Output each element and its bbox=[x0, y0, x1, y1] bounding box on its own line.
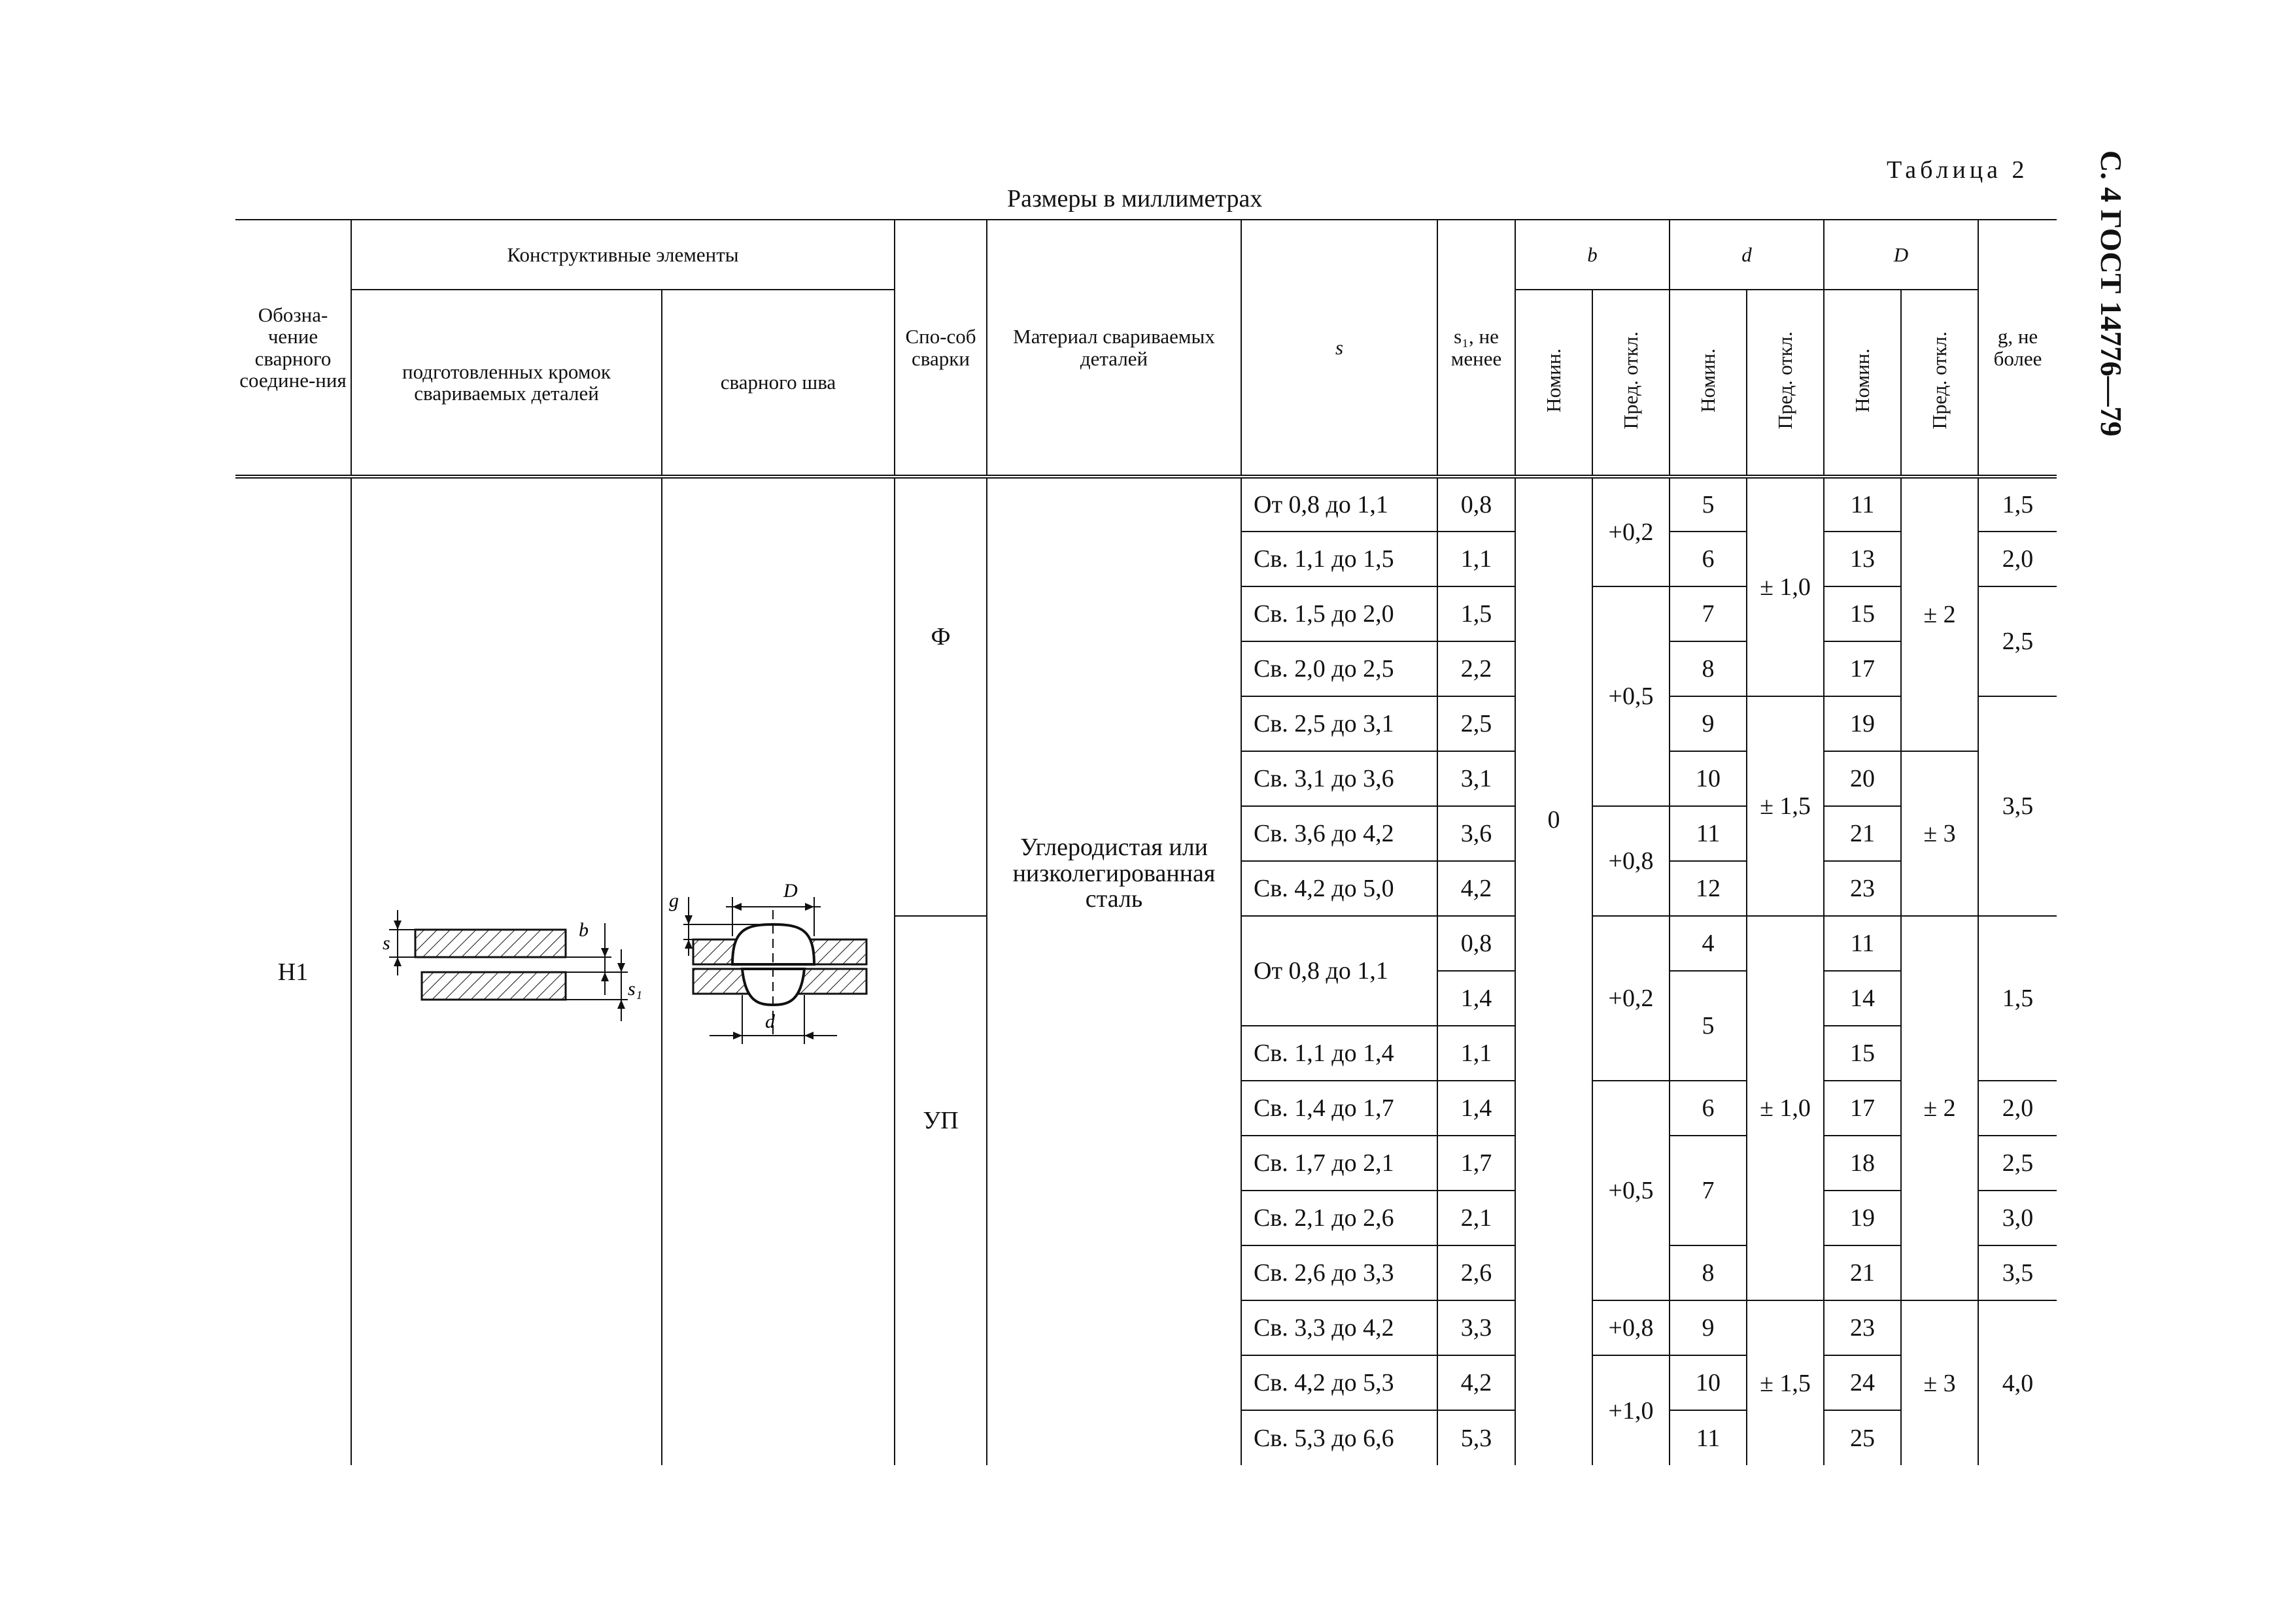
s1-value: 1,4 bbox=[1437, 971, 1515, 1026]
s1-value: 2,5 bbox=[1437, 696, 1515, 751]
header-method: Спо-соб сварки bbox=[895, 220, 987, 477]
s-range: Св. 4,2 до 5,3 bbox=[1241, 1355, 1437, 1410]
label-d: d bbox=[765, 1010, 775, 1032]
s-range: Св. 2,1 до 2,6 bbox=[1241, 1191, 1437, 1245]
s1-value: 3,1 bbox=[1437, 751, 1515, 806]
s1-value: 3,3 bbox=[1437, 1300, 1515, 1355]
label-g: g bbox=[669, 889, 679, 911]
material-cell: Углеродистая или низколегированная сталь bbox=[987, 477, 1241, 1465]
D-value: 11 bbox=[1824, 916, 1901, 971]
s-range: Св. 1,7 до 2,1 bbox=[1241, 1136, 1437, 1191]
label-s: s bbox=[382, 932, 390, 954]
D-value: 15 bbox=[1824, 1026, 1901, 1081]
d-value: 8 bbox=[1670, 641, 1747, 696]
weld-dimensions-table bbox=[235, 219, 2057, 1465]
b-tolerance: +0,5 bbox=[1592, 1081, 1670, 1300]
s1-value: 1,1 bbox=[1437, 1026, 1515, 1081]
s-range: Св. 1,1 до 1,5 bbox=[1241, 532, 1437, 586]
prepared-edges-drawing-cell bbox=[351, 477, 662, 1465]
D-value: 17 bbox=[1824, 1081, 1901, 1136]
D-value: 13 bbox=[1824, 532, 1901, 586]
s-range: Св. 1,1 до 1,4 bbox=[1241, 1026, 1437, 1081]
g-value: 3,0 bbox=[1978, 1191, 2057, 1245]
prepared-edges-drawing bbox=[353, 884, 660, 1054]
d-value: 9 bbox=[1670, 696, 1747, 751]
label-D: D bbox=[783, 879, 798, 902]
g-value: 2,5 bbox=[1978, 1136, 2057, 1191]
D-value: 24 bbox=[1824, 1355, 1901, 1410]
d-value: 9 bbox=[1670, 1300, 1747, 1355]
d-value: 7 bbox=[1670, 1136, 1747, 1245]
D-value: 25 bbox=[1824, 1410, 1901, 1465]
g-value: 4,0 bbox=[1978, 1300, 2057, 1465]
label-s1: s₁ bbox=[627, 977, 642, 1000]
s-range: Св. 3,6 до 4,2 bbox=[1241, 806, 1437, 861]
s-range: Св. 2,0 до 2,5 bbox=[1241, 641, 1437, 696]
b-tolerance: +0,8 bbox=[1592, 806, 1670, 916]
side-title: С. 4 ГОСТ 14776—79 bbox=[2095, 150, 2128, 437]
s1-value: 2,1 bbox=[1437, 1191, 1515, 1245]
header-constructive: Конструктивные элементы bbox=[351, 220, 895, 290]
d-value: 10 bbox=[1670, 1355, 1747, 1410]
s1-value: 0,8 bbox=[1437, 477, 1515, 532]
d-value: 6 bbox=[1670, 532, 1747, 586]
s1-value: 2,2 bbox=[1437, 641, 1515, 696]
s1-value: 1,5 bbox=[1437, 586, 1515, 641]
s1-value: 2,6 bbox=[1437, 1245, 1515, 1300]
s-range: Св. 4,2 до 5,0 bbox=[1241, 861, 1437, 916]
g-value: 1,5 bbox=[1978, 477, 2057, 532]
d-value: 5 bbox=[1670, 971, 1747, 1081]
s1-value: 1,4 bbox=[1437, 1081, 1515, 1136]
D-tolerance: ± 3 bbox=[1901, 751, 1978, 916]
s1-value: 1,7 bbox=[1437, 1136, 1515, 1191]
s1-value: 4,2 bbox=[1437, 1355, 1515, 1410]
D-value: 15 bbox=[1824, 586, 1901, 641]
g-value: 1,5 bbox=[1978, 916, 2057, 1081]
d-value: 8 bbox=[1670, 1245, 1747, 1300]
weld-drawing bbox=[664, 871, 893, 1067]
D-value: 17 bbox=[1824, 641, 1901, 696]
D-value: 18 bbox=[1824, 1136, 1901, 1191]
s-range: Св. 1,4 до 1,7 bbox=[1241, 1081, 1437, 1136]
g-value: 2,0 bbox=[1978, 1081, 2057, 1136]
header-s1: s₁, не менее bbox=[1437, 220, 1515, 477]
header-s: s bbox=[1241, 220, 1437, 477]
s-range: Св. 2,6 до 3,3 bbox=[1241, 1245, 1437, 1300]
D-tolerance: ± 2 bbox=[1901, 916, 1978, 1300]
s1-value: 4,2 bbox=[1437, 861, 1515, 916]
g-value: 2,0 bbox=[1978, 532, 2057, 586]
d-tolerance: ± 1,5 bbox=[1747, 1300, 1824, 1465]
g-value: 3,5 bbox=[1978, 1245, 2057, 1300]
D-value: 19 bbox=[1824, 1191, 1901, 1245]
D-tolerance: ± 2 bbox=[1901, 477, 1978, 751]
header-designation: Обозна-чение сварного соедине-ния bbox=[235, 220, 351, 477]
dimensions-note: Размеры в миллиметрах bbox=[1007, 185, 1263, 212]
s1-value: 5,3 bbox=[1437, 1410, 1515, 1465]
D-value: 11 bbox=[1824, 477, 1901, 532]
d-value: 4 bbox=[1670, 916, 1747, 971]
s1-value: 0,8 bbox=[1437, 916, 1515, 971]
header-d-tolerance: Пред. откл. bbox=[1747, 290, 1824, 477]
D-value: 23 bbox=[1824, 1300, 1901, 1355]
header-b: b bbox=[1515, 220, 1670, 290]
s-range: Св. 3,3 до 4,2 bbox=[1241, 1300, 1437, 1355]
d-tolerance: ± 1,0 bbox=[1747, 477, 1824, 696]
D-value: 20 bbox=[1824, 751, 1901, 806]
weld-drawing-cell bbox=[662, 477, 895, 1465]
D-value: 21 bbox=[1824, 1245, 1901, 1300]
s-range: Св. 2,5 до 3,1 bbox=[1241, 696, 1437, 751]
header-b-nominal: Номин. bbox=[1515, 290, 1592, 477]
d-value: 5 bbox=[1670, 477, 1747, 532]
header-D: D bbox=[1824, 220, 1978, 290]
method-up: УП bbox=[895, 916, 987, 1465]
label-b: b bbox=[578, 919, 589, 941]
d-value: 6 bbox=[1670, 1081, 1747, 1136]
d-value: 11 bbox=[1670, 1410, 1747, 1465]
d-tolerance: ± 1,0 bbox=[1747, 916, 1824, 1300]
header-g: g, не более bbox=[1978, 220, 2057, 477]
d-value: 12 bbox=[1670, 861, 1747, 916]
d-value: 10 bbox=[1670, 751, 1747, 806]
b-tolerance: +0,2 bbox=[1592, 477, 1670, 586]
header-d: d bbox=[1670, 220, 1824, 290]
s-range: Св. 3,1 до 3,6 bbox=[1241, 751, 1437, 806]
g-value: 2,5 bbox=[1978, 586, 2057, 696]
b-tolerance: +0,8 bbox=[1592, 1300, 1670, 1355]
b-nominal: 0 bbox=[1515, 477, 1592, 1465]
header-D-tolerance: Пред. откл. bbox=[1901, 290, 1978, 477]
d-tolerance: ± 1,5 bbox=[1747, 696, 1824, 916]
D-value: 14 bbox=[1824, 971, 1901, 1026]
b-tolerance: +0,2 bbox=[1592, 916, 1670, 1081]
header-material: Материал свариваемых деталей bbox=[987, 220, 1241, 477]
method-f: Ф bbox=[895, 477, 987, 916]
s-range: От 0,8 до 1,1 bbox=[1241, 477, 1437, 532]
header-b-tolerance: Пред. откл. bbox=[1592, 290, 1670, 477]
D-value: 23 bbox=[1824, 861, 1901, 916]
designation-cell: Н1 bbox=[235, 477, 351, 1465]
D-value: 19 bbox=[1824, 696, 1901, 751]
side-title-container bbox=[2066, 150, 2145, 543]
d-value: 11 bbox=[1670, 806, 1747, 861]
table-caption: Таблица 2 bbox=[1887, 156, 2029, 184]
header-prepared-edges: подготовленных кромок свариваемых деталей bbox=[351, 290, 662, 477]
g-value: 3,5 bbox=[1978, 696, 2057, 916]
D-tolerance: ± 3 bbox=[1901, 1300, 1978, 1465]
s-range: Св. 1,5 до 2,0 bbox=[1241, 586, 1437, 641]
header-d-nominal: Номин. bbox=[1670, 290, 1747, 477]
header-D-nominal: Номин. bbox=[1824, 290, 1901, 477]
s1-value: 1,1 bbox=[1437, 532, 1515, 586]
header-weld: сварного шва bbox=[662, 290, 895, 477]
d-value: 7 bbox=[1670, 586, 1747, 641]
s-range: Св. 5,3 до 6,6 bbox=[1241, 1410, 1437, 1465]
s-range: От 0,8 до 1,1 bbox=[1241, 916, 1437, 1026]
s1-value: 3,6 bbox=[1437, 806, 1515, 861]
b-tolerance: +1,0 bbox=[1592, 1355, 1670, 1465]
b-tolerance: +0,5 bbox=[1592, 586, 1670, 806]
D-value: 21 bbox=[1824, 806, 1901, 861]
